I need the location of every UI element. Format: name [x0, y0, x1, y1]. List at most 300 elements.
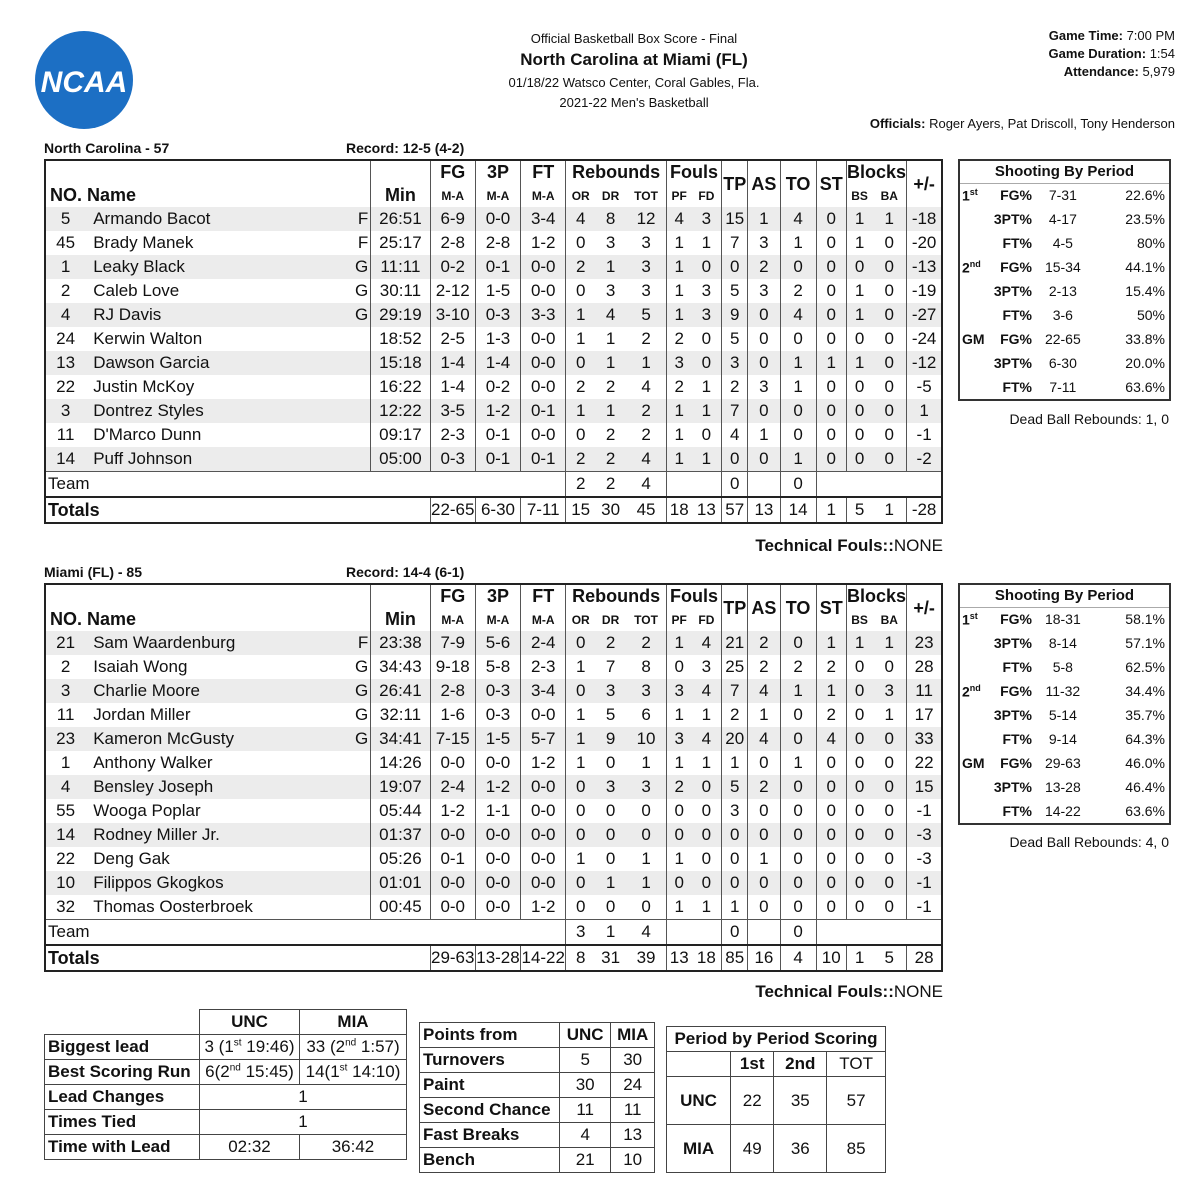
- shooting-row: [960, 255, 1169, 279]
- points-from-mia: 11: [611, 1098, 655, 1123]
- player-to: 0: [780, 327, 816, 351]
- player-to: 0: [780, 823, 816, 847]
- mia-shooting-by-period: [958, 583, 1171, 825]
- col-no-name-header: NO. Name: [50, 609, 137, 629]
- player-st: 0: [816, 399, 846, 423]
- player-dr: 0: [605, 896, 616, 916]
- player-dr: 5: [605, 705, 616, 724]
- unc-box-score-table: [44, 159, 943, 524]
- player-st: 1: [816, 351, 846, 375]
- player-as: 0: [748, 303, 780, 327]
- points-from-mia: 24: [611, 1073, 655, 1098]
- player-plus-minus: -1: [907, 423, 942, 447]
- player-position: [314, 399, 370, 423]
- shooting-table: [960, 161, 1169, 399]
- team-to: 0: [780, 471, 816, 497]
- shooting-pct: 23.5%: [1125, 211, 1165, 227]
- player-tp: 7: [722, 399, 748, 423]
- player-fg: 3-5: [430, 399, 475, 423]
- shooting-stat: 3PT%: [993, 707, 1032, 723]
- player-min: 34:43: [371, 655, 430, 679]
- player-tot-reb: 1: [626, 871, 666, 895]
- shooting-made-att: 5-14: [1048, 707, 1077, 723]
- col-sub-tot: TOT: [634, 188, 658, 203]
- player-ft: 0-0: [521, 255, 566, 279]
- player-name: Justin McKoy: [93, 377, 195, 396]
- shooting-stat: FG%: [1000, 331, 1032, 347]
- shooting-made-att: 11-32: [1045, 683, 1081, 699]
- player-position: G: [314, 727, 370, 751]
- shooting-row: [960, 631, 1169, 655]
- player-dr: 0: [605, 801, 616, 820]
- player-min: 01:01: [371, 871, 430, 895]
- points-from-unc: 11: [560, 1098, 611, 1123]
- player-number: 2: [60, 657, 71, 676]
- player-number: 1: [60, 753, 71, 772]
- player-ba: 0: [872, 823, 906, 847]
- team-tp: 0: [722, 919, 748, 945]
- shooting-stat: FT%: [1002, 379, 1032, 395]
- player-or: 0: [566, 351, 595, 375]
- totals-or: 15: [566, 497, 595, 523]
- player-tp: 3: [722, 351, 748, 375]
- col-fouls-header: Fouls: [666, 584, 721, 608]
- player-dr: 8: [595, 207, 626, 231]
- player-pf: 0: [666, 655, 691, 679]
- player-as: 0: [748, 823, 780, 847]
- totals-pf: 18: [666, 497, 691, 523]
- shooting-pct: 15.4%: [1125, 283, 1165, 299]
- period-scoring-title: Period by Period Scoring: [667, 1027, 886, 1052]
- unc-tech-label: Technical Fouls::: [755, 536, 894, 555]
- col-no-name-header: NO. Name: [50, 185, 137, 205]
- shooting-row: [960, 703, 1169, 727]
- player-fd: 1: [701, 753, 712, 772]
- player-tp: 0: [722, 871, 748, 895]
- player-tp: 5: [722, 327, 748, 351]
- totals-row: [45, 497, 942, 523]
- player-3p: 0-1: [475, 423, 520, 447]
- player-pf: 1: [666, 423, 691, 447]
- game-time-label: Game Time:: [1048, 28, 1123, 43]
- col-sub-fd: FD: [698, 188, 715, 203]
- player-tot-reb: 2: [641, 425, 651, 444]
- shooting-made-att: 2-13: [1048, 283, 1077, 299]
- player-position: [314, 895, 370, 919]
- period-h1: 1st: [731, 1052, 774, 1077]
- shooting-period: [960, 231, 990, 255]
- unc-dead-ball-rebounds: Dead Ball Rebounds: 1, 0: [1009, 411, 1169, 427]
- ncaa-logo: [34, 30, 134, 130]
- col-plus-minus-header: +/-: [907, 584, 942, 631]
- player-fd: 4: [692, 727, 722, 751]
- points-from-mia-header: MIA: [611, 1023, 655, 1048]
- player-tot-reb: 4: [641, 377, 651, 396]
- col-no-name-spacer: [45, 584, 371, 608]
- player-tp: 4: [722, 423, 748, 447]
- col-fg-header: FG: [430, 160, 475, 184]
- player-fd: 1: [701, 377, 712, 396]
- player-pf: 0: [666, 823, 691, 847]
- player-min: 26:41: [371, 679, 430, 703]
- player-st: 0: [816, 279, 846, 303]
- player-fg: 9-18: [430, 655, 475, 679]
- shooting-period: [960, 703, 990, 727]
- col-to-header: TO: [780, 584, 816, 631]
- player-name: Isaiah Wong: [93, 657, 188, 676]
- player-dr: 7: [605, 657, 616, 676]
- player-name: Sam Waardenburg: [85, 631, 314, 655]
- shooting-row: [960, 303, 1169, 327]
- totals-ft: 7-11: [521, 497, 566, 523]
- player-plus-minus: 17: [907, 703, 942, 727]
- shooting-made-att: 3-6: [1052, 307, 1073, 323]
- player-st: 0: [816, 751, 846, 775]
- player-tot-reb: 12: [626, 207, 666, 231]
- player-fg: 2-4: [430, 775, 475, 799]
- player-fd: 0: [701, 849, 712, 868]
- shooting-period: [960, 727, 990, 751]
- player-st: 0: [816, 375, 846, 399]
- player-st: 0: [816, 871, 846, 895]
- player-min: 00:45: [371, 895, 430, 919]
- player-tot-reb: 2: [626, 399, 666, 423]
- shooting-pct: 35.7%: [1125, 707, 1165, 723]
- team-dr: 2: [595, 471, 626, 497]
- shooting-pct: 80%: [1136, 235, 1165, 251]
- totals-ba: 1: [872, 497, 906, 523]
- player-number: 3: [45, 399, 85, 423]
- player-as: 0: [748, 799, 780, 823]
- shooting-stat: 3PT%: [993, 283, 1032, 299]
- player-name: Jordan Miller: [93, 705, 191, 724]
- shooting-period: [960, 351, 990, 375]
- player-number: 21: [45, 631, 85, 655]
- player-ba: 0: [884, 657, 895, 676]
- totals-tot: 39: [626, 945, 666, 971]
- shooting-row: [960, 775, 1169, 799]
- game-time: 7:00 PM: [1126, 28, 1175, 43]
- player-bs: 0: [846, 655, 872, 679]
- col-st-header: ST: [816, 584, 846, 631]
- player-row: [45, 751, 942, 775]
- player-bs: 1: [846, 631, 872, 655]
- points-from-unc: 5: [560, 1048, 611, 1073]
- player-plus-minus: 1: [907, 399, 942, 423]
- player-as: 2: [748, 775, 780, 799]
- player-as: 3: [748, 231, 780, 255]
- player-tot-reb: 5: [626, 303, 666, 327]
- player-as: 1: [748, 423, 780, 447]
- player-dr: 1: [595, 871, 626, 895]
- player-as: 4: [748, 727, 780, 751]
- player-bs: 0: [846, 727, 872, 751]
- shooting-period: [960, 799, 990, 823]
- player-ft: 0-0: [521, 847, 566, 871]
- player-tot-reb: 6: [641, 705, 651, 724]
- team-row-label: Team: [45, 919, 566, 945]
- player-name: Wooga Poplar: [93, 801, 201, 820]
- player-pf: 1: [666, 847, 691, 871]
- player-tot-reb: 4: [626, 447, 666, 471]
- player-min: 16:22: [371, 375, 430, 399]
- player-dr: 1: [595, 255, 626, 279]
- player-fd: 3: [692, 207, 722, 231]
- totals-ft: 14-22: [521, 945, 566, 971]
- player-tot-reb: 3: [626, 255, 666, 279]
- player-ft: 3-3: [521, 303, 566, 327]
- player-row: [45, 327, 942, 351]
- player-dr: 0: [605, 849, 616, 868]
- team-or: 2: [566, 471, 595, 497]
- player-as: 0: [748, 871, 780, 895]
- player-row: [45, 631, 942, 655]
- player-ba: 1: [872, 631, 906, 655]
- player-ft: 1-2: [521, 895, 566, 919]
- totals-tp3: 6-30: [475, 497, 520, 523]
- col-sub-or: OR: [566, 184, 595, 207]
- player-or: 0: [566, 679, 595, 703]
- player-ft: 0-0: [521, 703, 566, 727]
- shooting-table: [960, 585, 1169, 823]
- player-as: 1: [748, 703, 780, 727]
- player-plus-minus: -1: [907, 895, 942, 919]
- shooting-stat: 3PT%: [993, 779, 1032, 795]
- player-dr: 2: [605, 425, 616, 444]
- player-pf: 1: [666, 255, 691, 279]
- player-row: [45, 799, 942, 823]
- player-pf: 0: [666, 871, 691, 895]
- shooting-pct: 64.3%: [1125, 731, 1165, 747]
- player-position: [314, 799, 370, 823]
- player-plus-minus: -12: [907, 351, 942, 375]
- player-number: 14: [45, 447, 85, 471]
- player-tp: 7: [722, 231, 748, 255]
- points-from-unc: 4: [560, 1123, 611, 1148]
- player-tp: 9: [722, 303, 748, 327]
- player-min: 11:11: [371, 255, 430, 279]
- shooting-made-att: 4-17: [1048, 211, 1077, 227]
- player-number: 22: [56, 377, 76, 396]
- player-bs: 1: [846, 231, 872, 255]
- player-position: G: [355, 657, 369, 676]
- player-st: 1: [816, 679, 846, 703]
- player-pf: 3: [666, 679, 691, 703]
- player-tot-reb: 8: [641, 657, 651, 676]
- player-dr: 9: [595, 727, 626, 751]
- player-st: 0: [816, 823, 846, 847]
- col-sub-bs: BS: [846, 608, 872, 631]
- player-ft: 0-0: [521, 279, 566, 303]
- points-from-row: [420, 1098, 655, 1123]
- unc-record: Record: 12-5 (4-2): [346, 140, 465, 156]
- biggest-lead-unc: 3 (1st 19:46): [200, 1035, 300, 1060]
- player-ft: 0-0: [521, 327, 566, 351]
- col-ft-header: FT: [521, 160, 566, 184]
- totals-bs: 5: [846, 497, 872, 523]
- player-bs: 0: [846, 423, 872, 447]
- player-as: 0: [748, 327, 780, 351]
- player-position: F: [357, 233, 369, 252]
- player-or: 1: [566, 655, 595, 679]
- player-to: 0: [780, 727, 816, 751]
- player-as: 1: [748, 847, 780, 871]
- player-fd: 4: [692, 679, 722, 703]
- col-sub-ma: M-A: [430, 608, 475, 631]
- report-subtitle: Official Basketball Box Score - Final: [530, 31, 738, 46]
- player-or: 0: [566, 231, 595, 255]
- team-row: [45, 919, 942, 945]
- player-min: 05:44: [371, 799, 430, 823]
- shooting-row: [960, 799, 1169, 823]
- player-to: 0: [780, 775, 816, 799]
- player-pf: 1: [666, 399, 691, 423]
- player-min: 19:07: [371, 775, 430, 799]
- player-fg: 1-6: [430, 703, 475, 727]
- player-name: Filippos Gkogkos: [85, 871, 314, 895]
- totals-fd: 18: [692, 945, 722, 971]
- player-position: [314, 775, 370, 799]
- player-ft: 0-0: [521, 775, 566, 799]
- player-bs: 0: [846, 799, 872, 823]
- player-as: 2: [748, 655, 780, 679]
- player-name: Armando Bacot: [85, 207, 314, 231]
- points-from-unc: 21: [560, 1148, 611, 1173]
- shooting-pct: 33.8%: [1125, 331, 1165, 347]
- best-run-label: Best Scoring Run: [45, 1060, 200, 1085]
- period-team: MIA: [667, 1125, 731, 1173]
- player-min: 01:37: [371, 823, 430, 847]
- player-ba: 0: [872, 727, 906, 751]
- player-st: 0: [816, 255, 846, 279]
- player-ba: 0: [872, 447, 906, 471]
- unc-technical-fouls: [755, 536, 943, 556]
- shooting-made-att: 9-14: [1048, 731, 1077, 747]
- player-tot-reb: 1: [626, 351, 666, 375]
- player-tot-reb: 10: [626, 727, 666, 751]
- player-or: 1: [566, 847, 595, 871]
- player-or: 2: [566, 375, 595, 399]
- player-position: [314, 823, 370, 847]
- period-1st: 49: [731, 1125, 774, 1173]
- shooting-stat: FT%: [1002, 235, 1032, 251]
- player-tp: 5: [722, 279, 748, 303]
- player-ba: 0: [872, 399, 906, 423]
- points-from-unc: 30: [560, 1073, 611, 1098]
- player-bs: 0: [846, 823, 872, 847]
- officials-label: Officials:: [869, 116, 926, 131]
- player-pf: 2: [666, 375, 691, 399]
- totals-row: [45, 945, 942, 971]
- shooting-row: [960, 231, 1169, 255]
- player-3p: 0-0: [475, 847, 520, 871]
- player-fg: 0-3: [430, 447, 475, 471]
- shooting-pct: 46.4%: [1125, 779, 1165, 795]
- player-row: [45, 847, 942, 871]
- points-from-table: [419, 1022, 655, 1173]
- player-3p: 1-2: [475, 399, 520, 423]
- player-ft: 0-1: [521, 399, 566, 423]
- totals-label: Totals: [45, 945, 430, 971]
- shooting-made-att: 7-11: [1049, 379, 1077, 395]
- player-fg: 7-9: [430, 631, 475, 655]
- player-3p: 0-1: [475, 447, 520, 471]
- player-dr: 3: [605, 233, 616, 252]
- player-st: 0: [816, 847, 846, 871]
- shooting-made-att: 6-30: [1048, 355, 1077, 371]
- player-tot-reb: 1: [641, 753, 651, 772]
- player-ft: 0-0: [521, 823, 566, 847]
- totals-fg: 29-63: [430, 945, 475, 971]
- col-sub-ma: M-A: [475, 184, 520, 207]
- player-ft: 0-0: [521, 351, 566, 375]
- venue-line: 01/18/22 Watsco Center, Coral Gables, Fla.: [508, 75, 760, 90]
- points-from-mia: 13: [611, 1123, 655, 1148]
- times-tied-row: [45, 1110, 407, 1135]
- player-tp: 21: [722, 631, 748, 655]
- period-2nd: 36: [774, 1125, 827, 1173]
- col-as-header: AS: [748, 160, 780, 207]
- col-min-spacer: [371, 160, 430, 184]
- player-ba: 0: [884, 896, 895, 916]
- shooting-period: [960, 631, 990, 655]
- player-as: 2: [748, 631, 780, 655]
- mia-dead-ball-rebounds: Dead Ball Rebounds: 4, 0: [1009, 834, 1169, 850]
- shooting-pct: 46.0%: [1125, 755, 1165, 771]
- mia-tech-value: NONE: [893, 982, 943, 1001]
- team-tp: 0: [722, 471, 748, 497]
- best-scoring-run-row: [45, 1060, 407, 1085]
- totals-label: Totals: [45, 497, 430, 523]
- totals-dr: 31: [595, 945, 626, 971]
- player-position: G: [314, 255, 370, 279]
- player-plus-minus: 22: [907, 751, 942, 775]
- shooting-row: [960, 679, 1169, 703]
- col-sub-ma: M-A: [430, 184, 475, 207]
- player-plus-minus: 33: [907, 727, 942, 751]
- mia-box-score-table: [44, 583, 943, 972]
- player-or: 0: [566, 279, 595, 303]
- player-fg: 0-0: [430, 751, 475, 775]
- player-bs: 0: [846, 703, 872, 727]
- time-with-lead-label: Time with Lead: [45, 1135, 200, 1160]
- shooting-stat: FT%: [1002, 731, 1032, 747]
- shooting-pct: 34.4%: [1125, 683, 1165, 699]
- player-to: 2: [780, 279, 816, 303]
- game-duration: 1:54: [1149, 46, 1175, 61]
- player-pf: 1: [666, 303, 691, 327]
- points-from-label: Fast Breaks: [420, 1123, 560, 1148]
- shooting-period: [960, 655, 990, 679]
- shooting-row: [960, 183, 1169, 207]
- player-tp: 3: [722, 799, 748, 823]
- player-ft: 2-3: [521, 655, 566, 679]
- team-rest-blank: [816, 919, 942, 945]
- points-from-label: Second Chance: [420, 1098, 560, 1123]
- player-name: Caleb Love: [93, 281, 180, 300]
- player-dr: 0: [605, 753, 616, 772]
- shooting-made-att: 4-5: [1052, 235, 1073, 251]
- col-st-header: ST: [816, 160, 846, 207]
- player-or: 1: [566, 727, 595, 751]
- player-st: 0: [816, 895, 846, 919]
- shooting-row: [960, 655, 1169, 679]
- col-sub-pf: PF: [666, 608, 691, 631]
- col-fouls-header: Fouls: [666, 160, 721, 184]
- player-ft: 0-0: [521, 799, 566, 823]
- player-fg: 2-5: [430, 327, 475, 351]
- shooting-pct: 22.6%: [1125, 187, 1165, 204]
